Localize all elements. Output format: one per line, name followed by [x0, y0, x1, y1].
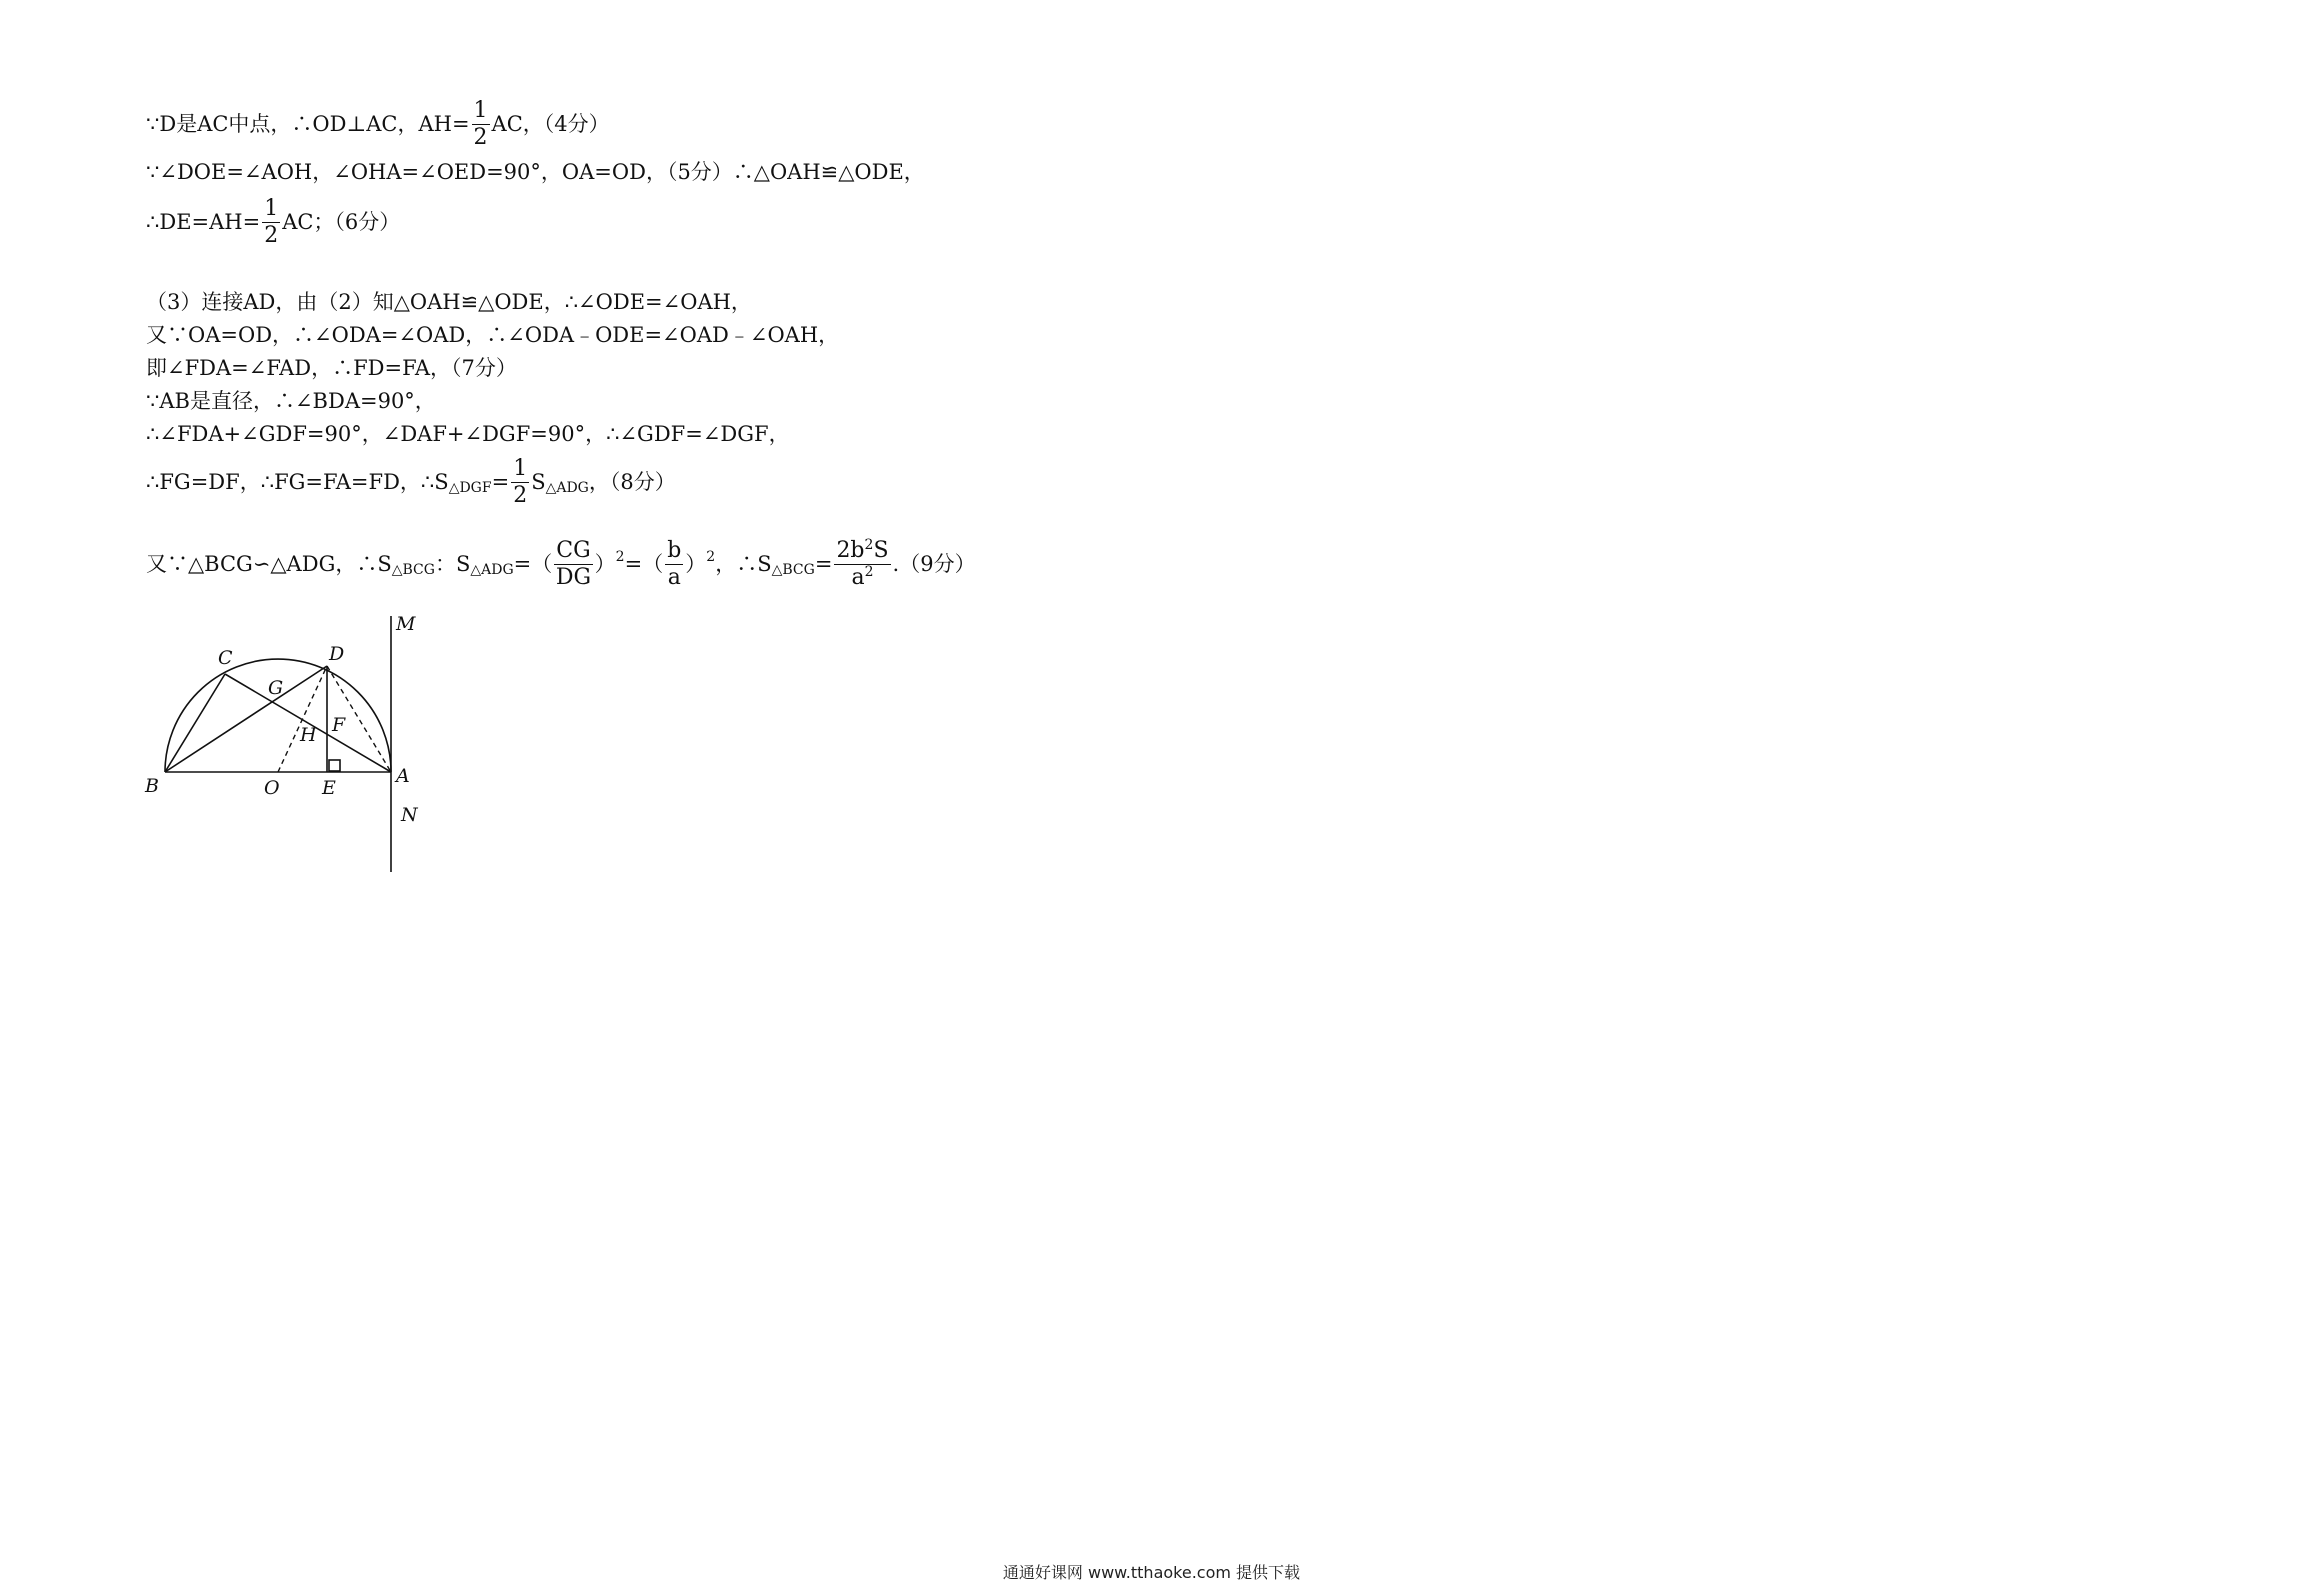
equals-paren: =（ — [513, 552, 553, 576]
fraction-one-half — [472, 100, 490, 149]
line-3-text-b: AC；（6分） — [282, 210, 401, 234]
label-e: E — [322, 777, 336, 799]
line-10-text-c: ，∴S — [715, 552, 772, 576]
superscript: 2 — [615, 548, 625, 565]
line-8-text: ∴∠FDA+∠GDF=90°，∠DAF+∠DGF=90°，∴∠GDF=∠DGF， — [146, 422, 790, 446]
line-3-text-a: ∴DE=AH= — [146, 210, 261, 234]
solution-line-2 — [146, 162, 925, 183]
fraction-numerator: b — [667, 538, 682, 563]
page-footer: 通通好课网 www.tthaoke.com 提供下载 — [1002, 1563, 1301, 1582]
solution-line-1 — [146, 100, 610, 149]
segment-bc — [165, 674, 225, 772]
label-h: H — [300, 724, 317, 746]
numerator-base: 2b — [836, 538, 865, 563]
subscript: △BCG — [391, 561, 435, 578]
solution-line-7 — [146, 391, 436, 412]
fraction-numerator: 1 — [264, 196, 279, 221]
fraction-one-half — [511, 458, 529, 507]
solution-line-10 — [146, 537, 976, 590]
label-n: N — [401, 804, 418, 826]
numerator-area: S — [873, 538, 889, 563]
label-m: M — [396, 613, 416, 635]
fraction-numerator: 1 — [513, 456, 528, 481]
equals-sign: = — [491, 470, 510, 494]
fraction-denominator: 2 — [264, 223, 279, 248]
fraction-b-a — [665, 540, 683, 589]
fraction-denominator: 2 — [473, 125, 488, 150]
fraction-numerator: CG — [556, 538, 591, 563]
close-paren: ） — [685, 552, 707, 576]
solution-line-5 — [146, 325, 839, 346]
label-f: F — [332, 714, 346, 736]
superscript: 2 — [706, 548, 716, 565]
fraction-numerator — [834, 537, 890, 565]
line-2-text: ∵∠DOE=∠AOH，∠OHA=∠OED=90°，OA=OD，（5分）∴△OAH≌△ODE， — [146, 160, 925, 184]
equals-sign: = — [814, 552, 833, 576]
subscript: △ADG — [470, 561, 514, 578]
line-10-text-a: 又∵△BCG∽△ADG，∴S — [146, 552, 392, 576]
line-1-text-a: ∵D是AC中点，∴OD⊥AC，AH= — [146, 112, 470, 136]
solution-line-6 — [146, 358, 517, 379]
fraction-cg-dg — [554, 540, 592, 589]
line-10-text-d: .（9分） — [892, 552, 976, 576]
subscript: △ADG — [545, 479, 589, 496]
ratio-colon: ：S — [434, 552, 471, 576]
superscript: 2 — [864, 537, 874, 553]
label-c: C — [218, 647, 233, 669]
fraction-denominator — [851, 565, 873, 589]
line-5-text: 又∵OA=OD，∴∠ODA=∠OAD，∴∠ODA﹣ODE=∠OAD﹣∠OAH， — [146, 323, 840, 347]
line-9-text-a: ∴FG=DF，∴FG=FA=FD，∴S — [146, 470, 449, 494]
fraction-numerator: 1 — [473, 98, 488, 123]
line-7-text: ∵AB是直径，∴∠BDA=90°， — [146, 389, 436, 413]
fraction-one-half — [262, 198, 280, 247]
label-o: O — [264, 777, 280, 799]
line-6-text: 即∠FDA=∠FAD，∴FD=FA，（7分） — [146, 356, 517, 380]
segment-ca — [225, 674, 391, 772]
solution-line-9 — [146, 458, 676, 507]
superscript: 2 — [864, 564, 874, 580]
label-g: G — [268, 677, 284, 699]
label-a: A — [396, 765, 410, 787]
solution-line-4 — [146, 292, 752, 313]
right-angle-marker — [329, 760, 340, 771]
solution-line-3 — [146, 198, 400, 247]
fraction-result — [834, 537, 890, 590]
line-4-text: （3）连接AD，由（2）知△OAH≌△ODE，∴∠ODE=∠OAH， — [146, 290, 752, 314]
solution-line-8 — [146, 424, 790, 445]
close-paren: ） — [594, 552, 616, 576]
label-b: B — [145, 775, 159, 797]
line-1-text-b: AC，（4分） — [491, 112, 610, 136]
equals-paren: =（ — [624, 552, 664, 576]
geometry-figure — [140, 612, 460, 882]
label-d: D — [329, 643, 345, 665]
fraction-denominator: 2 — [513, 483, 528, 508]
subscript: △DGF — [448, 479, 492, 496]
line-9-text-b: ，（8分） — [588, 470, 676, 494]
denominator-base: a — [851, 565, 865, 590]
fraction-denominator: a — [667, 565, 681, 590]
area-symbol: S — [531, 470, 546, 494]
fraction-denominator: DG — [555, 565, 592, 590]
subscript: △BCG — [771, 561, 815, 578]
